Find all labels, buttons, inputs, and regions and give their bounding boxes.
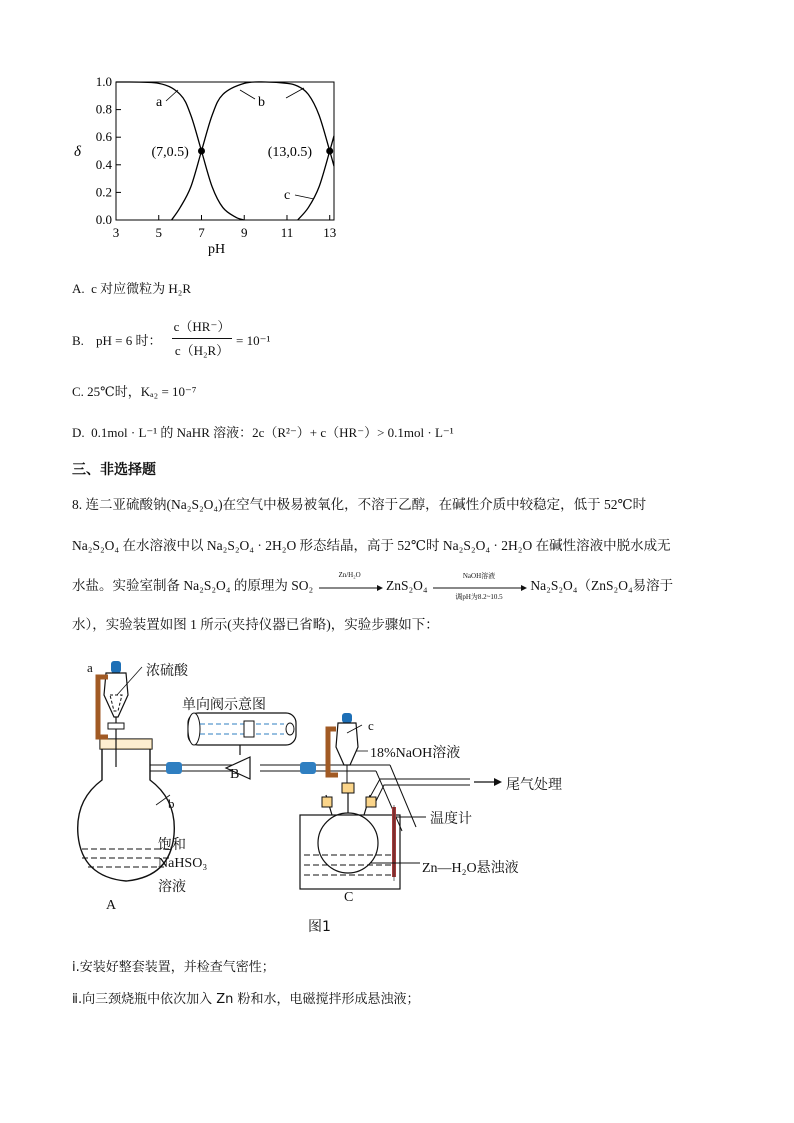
curve-label-a: a	[156, 95, 163, 110]
x-axis-label: pH	[208, 242, 226, 257]
intersection-label: (7,0.5)	[151, 145, 189, 160]
x-tick-label: 5	[155, 225, 162, 240]
label-c: c	[368, 718, 374, 733]
y-tick-label: 0.4	[95, 156, 112, 172]
step-ii: ⅱ.向三颈烧瓶中依次加入 Zn 粉和水，电磁搅拌形成悬浊液；	[72, 992, 420, 1007]
option-c	[72, 383, 196, 401]
figure-caption: 图1	[308, 919, 331, 935]
flask-c	[300, 783, 400, 889]
q8-line-1: 8. 连二亚硫酸钠(Na₂S₂O₄)在空气中极易被氧化，不溶于乙醇，在碱性介质中较稳定，低于 52℃时	[72, 497, 647, 512]
label-zn-suspension: Zn—H₂O悬浊液	[422, 861, 519, 876]
q8-line-3-start: 水盐。实验室制备 Na₂S₂O₄ 的原理为 SO₂	[72, 578, 314, 593]
option-b-numerator: c（HR⁻）	[173, 319, 231, 334]
y-tick-label: 1.0	[95, 74, 112, 89]
y-tick-label: 0.6	[95, 129, 112, 145]
tail-gas-tube	[370, 779, 470, 801]
label-acid: 浓硫酸	[146, 663, 188, 679]
intersection-label: (13,0.5)	[267, 145, 313, 160]
x-tick-label: 7	[198, 225, 205, 240]
x-tick-label: 3	[112, 225, 120, 240]
curve-label-b-leader	[240, 90, 255, 99]
option-a	[72, 280, 191, 298]
q8-line-3-end: Na₂S₂O₄（ZnS₂O₄易溶于	[530, 578, 674, 593]
option-a-letter: A.	[72, 281, 85, 296]
y-tick-label: 0.8	[95, 101, 112, 117]
label-a: a	[87, 660, 93, 675]
label-C: C	[344, 890, 354, 905]
label-b-lower: b	[168, 796, 175, 811]
curve-label-b: b	[258, 95, 265, 110]
label-A: A	[106, 898, 117, 913]
option-b-letter: B.	[72, 333, 84, 348]
step-i: ⅰ.安装好整套装置，并检查气密性；	[72, 960, 275, 975]
q8-line-2: Na₂S₂O₄ 在水溶液中以 Na₂S₂O₄ · 2H₂O 形态结晶，高于 52℃时 Na₂S₂O₄ · 2H₂O 在碱性溶液中脱水成无	[72, 538, 671, 553]
option-b-prefix: pH = 6 时：	[96, 333, 162, 348]
label-nahso3: NaHSO₃	[158, 856, 208, 871]
apparatus-figure	[70, 655, 550, 945]
intersection-point	[326, 148, 333, 155]
q8-line-3	[72, 570, 732, 601]
q8-line-4: 水），实验装置如图 1 所示(夹持仪器已省略)，实验步骤如下：	[72, 617, 439, 632]
fraction-bar	[172, 338, 232, 339]
reaction-arrow-1	[317, 570, 383, 594]
x-tick-label: 13	[323, 225, 337, 240]
curve-label-c: c	[284, 188, 291, 203]
option-d-letter: D.	[72, 425, 85, 440]
dropping-funnel-c	[328, 713, 358, 783]
y-axis-label: δ	[74, 144, 81, 160]
option-d-text: 0.1mol · L⁻¹ 的 NaHR 溶液：2c（R²⁻）+ c（HR⁻）> 0.1mol · L⁻¹	[91, 425, 454, 440]
label-thermometer: 温度计	[430, 811, 472, 827]
curve-label-c-leader	[295, 195, 314, 199]
reaction-arrow-2	[431, 571, 527, 601]
label-saturated: 饱和	[158, 837, 186, 853]
curve-label-b-leader-2	[286, 88, 304, 98]
section-title: 三、非选择题	[72, 462, 156, 478]
option-b-denominator: c（H₂R）	[174, 343, 230, 358]
label-solution: 溶液	[158, 879, 186, 895]
label-naoh: 18%NaOH溶液	[370, 746, 461, 761]
y-tick-label: 0.0	[95, 212, 112, 227]
label-tail: 尾气处理	[506, 777, 562, 793]
option-a-text: c 对应微粒为 H₂R	[91, 281, 192, 296]
label-B: B	[230, 767, 240, 782]
option-c-letter: C.	[72, 384, 84, 399]
option-b-value: = 10⁻¹	[236, 333, 271, 348]
label-valve-title: 单向阀示意图	[182, 697, 266, 713]
arrow-2-condition-top: NaOH溶液	[462, 571, 496, 580]
arrow-2-condition-bottom: 调pH为8.2~10.5	[455, 592, 503, 601]
option-d	[72, 424, 454, 442]
valve-schematic	[188, 713, 296, 745]
y-tick-label: 0.2	[95, 184, 112, 200]
x-tick-label: 9	[240, 225, 248, 240]
option-c-text: 25℃时，Kₐ₂ = 10⁻⁷	[87, 384, 197, 399]
q8-line-3-mid: ZnS₂O₄	[385, 578, 428, 593]
x-tick-label: 11	[280, 225, 294, 240]
curve-label-a-leader	[166, 90, 178, 101]
arrow-1-condition: Zn/H₂O	[338, 570, 361, 579]
distribution-chart	[60, 68, 350, 258]
intersection-point	[198, 148, 205, 155]
